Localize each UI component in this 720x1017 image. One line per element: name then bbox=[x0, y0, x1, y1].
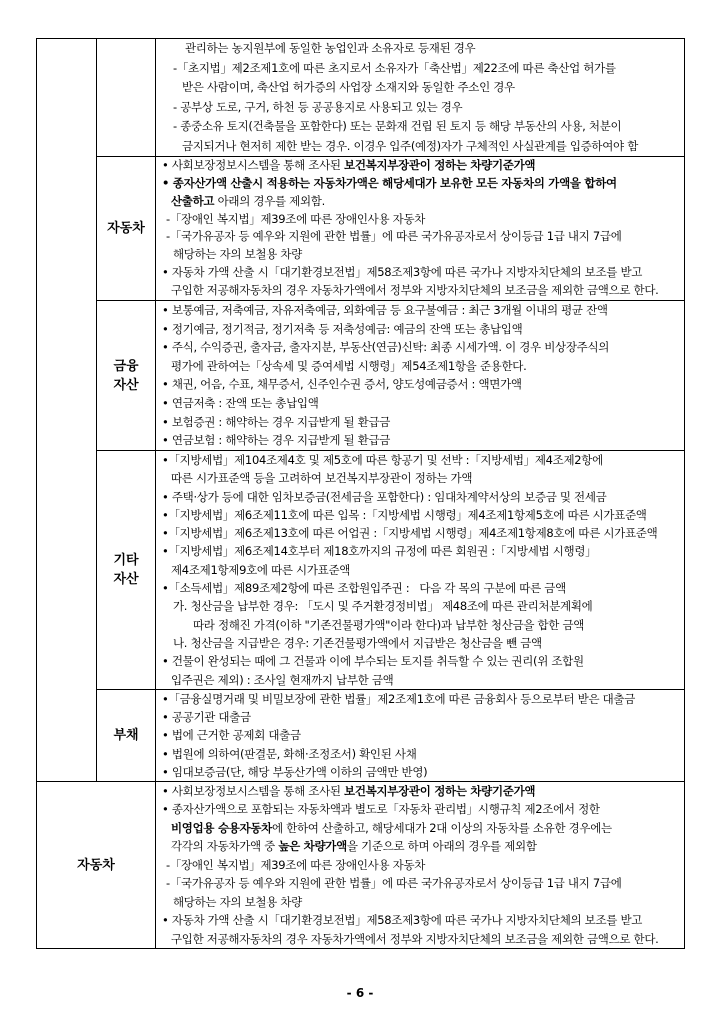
line-text: 평가에 관하여는「상속세 및 증여세법 시행령」제54조제1항을 준용한다. bbox=[171, 358, 527, 373]
line-text: • 주택·상가 등에 대한 임차보증금(전세금을 포함한다) : 임대차계약서상의 보증금 및 전세금 bbox=[162, 489, 607, 504]
liabilities-cell bbox=[156, 690, 683, 781]
line-text-bold: • 종자산가액 산출시 적용하는 자동차가액은 해당세대가 보유한 모든 자동차의 가액을 합하여 bbox=[162, 175, 617, 190]
text-line bbox=[156, 800, 683, 818]
text-line bbox=[156, 137, 683, 157]
text-line bbox=[156, 856, 683, 874]
line-text: • 정기예금, 정기적금, 정기저축 등 저축성예금: 예금의 잔액 또는 총납입액 bbox=[162, 321, 523, 336]
text-line bbox=[156, 264, 683, 282]
text-line bbox=[156, 542, 683, 560]
line-text: • 사회보장정보시스템을 통해 조사된 bbox=[162, 784, 345, 798]
text-line bbox=[156, 708, 683, 726]
text-line bbox=[156, 488, 683, 506]
other-assets-cell bbox=[156, 451, 683, 689]
text-line bbox=[156, 375, 683, 394]
row-label-text: 금융 bbox=[113, 358, 139, 374]
line-text: 따라 정해진 가격(이하 "기존건물평가액"이라 한다)과 납부한 청산금을 합한 금액 bbox=[193, 617, 585, 632]
line-text: • 종자산가액으로 포함되는 자동차액과 별도로「자동차 관리법」시행규칙 제2조에서 정한 bbox=[162, 802, 600, 817]
line-text: • 주식, 수익증권, 출자금, 출자지분, 부동산(연금)신탁: 최종 시세가액. 이 경우 비상장주식의 bbox=[162, 340, 610, 355]
page-number: - 6 - bbox=[346, 986, 374, 1000]
line-text-bold: 높은 차량가액 bbox=[278, 839, 347, 854]
text-line bbox=[156, 837, 683, 855]
text-line bbox=[156, 469, 683, 487]
text-line bbox=[156, 338, 683, 357]
text-line bbox=[156, 357, 683, 376]
row-label-text: 기타 bbox=[113, 553, 139, 568]
text-line bbox=[156, 782, 683, 800]
text-line bbox=[156, 911, 683, 929]
text-line bbox=[156, 524, 683, 542]
line-text: -「장애인 복지법」제39조에 따른 장애인사용 자동차 bbox=[166, 857, 426, 872]
line-text: 받은 사람이며, 축산업 허가증의 사업장 소재지와 동일한 주소인 경우 bbox=[182, 80, 515, 94]
line-text-bold: 보건복지부장관이 정하는 차량기준가액 bbox=[344, 158, 536, 172]
text-line bbox=[156, 616, 683, 634]
line-text: -「국가유공자 등 예우와 지원에 관한 법률」에 따른 국가유공자로서 상이등급 1급 내지 7급에 bbox=[166, 229, 622, 244]
text-line bbox=[156, 246, 683, 264]
line-text: • 건물이 완성되는 때에 그 건물과 이에 부수되는 토지를 취득할 수 있는 권리(위 조합원 bbox=[162, 654, 584, 669]
row-label-text: 자동차 bbox=[107, 221, 145, 236]
text-line bbox=[156, 211, 683, 229]
text-line bbox=[156, 579, 683, 597]
table-border-bottom bbox=[36, 948, 685, 949]
text-line bbox=[156, 763, 683, 781]
line-text: • 자동차 가액 산출 시「대기환경보전법」제58조제3항에 따른 국가나 지방자치단체의 보조를 받고 bbox=[162, 913, 643, 928]
line-text: •「지방세법」제6조제14호부터 제18호까지의 규정에 따른 회원권 :「지방세법 시행령」 bbox=[162, 544, 597, 559]
text-line bbox=[156, 320, 683, 339]
line-text: 관리하는 농지원부에 동일한 농업인과 소유자로 등재된 경우 bbox=[185, 41, 476, 55]
line-text: •「지방세법」제104조제4호 및 제5호에 따른 항공기 및 선박 :「지방세법」제4조제2항에 bbox=[162, 453, 603, 467]
text-line bbox=[156, 819, 683, 837]
line-text: 구입한 저공해자동차의 경우 자동차가액에서 정부와 지방자치단체의 보조금을 제외한 금액으로 한다. bbox=[171, 283, 659, 298]
line-text: •「금융실명거래 및 비밀보장에 관한 법률」제2조제1호에 따른 금융회사 등으로부터 받은 대출금 bbox=[162, 692, 636, 706]
line-text: - 공부상 도로, 구거, 하천 등 공공용지로 사용되고 있는 경우 bbox=[173, 99, 463, 114]
text-line bbox=[156, 413, 683, 432]
text-line bbox=[156, 451, 683, 469]
row-label-financial-assets bbox=[97, 301, 155, 450]
row-label-text: 자산 bbox=[113, 572, 139, 587]
text-line bbox=[156, 634, 683, 652]
land-exception-cell bbox=[156, 39, 683, 156]
text-line bbox=[156, 175, 683, 193]
line-text: • 보통예금, 저축예금, 자유저축예금, 외화예금 등 요구불예금 : 최근 3개월 이내의 평균 잔액 bbox=[162, 303, 608, 317]
line-text: • 사회보장정보시스템을 통해 조사된 bbox=[162, 158, 345, 172]
row-label-vehicle bbox=[97, 157, 155, 300]
text-line bbox=[156, 690, 683, 708]
line-text: • 법에 근거한 공제회 대출금 bbox=[162, 728, 301, 743]
line-text-bold: 비영업용 승용자동차 bbox=[171, 820, 272, 835]
text-line bbox=[156, 726, 683, 744]
line-text: - 종중소유 토지(건축물을 포함한다) 또는 문화재 건립 된 토지 등 해당 부동산의 사용, 처분이 bbox=[173, 119, 622, 133]
line-text: 아래의 경우를 제외함. bbox=[214, 193, 325, 208]
line-text: 나. 청산금을 지급받은 경우: 기존건물평가액에서 지급받은 청산금을 뺀 금액 bbox=[173, 635, 542, 650]
line-text: •「지방세법」제6조제13호에 따른 어업권 :「지방세법 시행령」제4조제1항제8호에 따른 시가표준액 bbox=[162, 526, 658, 541]
line-text: 해당하는 자의 보철용 차량 bbox=[173, 894, 302, 909]
line-text: 구입한 저공해자동차의 경우 자동차가액에서 정부와 지방자치단체의 보조금을 제외한 금액으로 한다. bbox=[171, 931, 659, 946]
text-line bbox=[156, 228, 683, 246]
line-text: 을 기준으로 하며 아래의 경우를 제외함 bbox=[346, 839, 537, 854]
financial-assets-cell bbox=[156, 301, 683, 450]
table-border-right bbox=[684, 38, 685, 948]
line-text: • 임대보증금(단, 해당 부동산가액 이하의 금액만 반영) bbox=[162, 764, 428, 779]
line-text-bold: 산출하고 bbox=[171, 193, 215, 208]
text-line bbox=[156, 671, 683, 689]
line-text: 따른 시가표준액 등을 고려하여 보건복지부장관이 정하는 가액 bbox=[171, 471, 473, 486]
line-text-bold: 보건복지부장관이 정하는 차량기준가액 bbox=[344, 784, 536, 798]
text-line bbox=[156, 930, 683, 948]
row-label-text: 자산 bbox=[113, 377, 139, 393]
vehicle-category-cell bbox=[156, 782, 683, 948]
line-text: 제4조제1항제9호에 따른 시가표준액 bbox=[171, 562, 351, 577]
text-line bbox=[156, 745, 683, 763]
line-text: 각각의 자동차가액 중 bbox=[171, 839, 279, 854]
line-text: • 채권, 어음, 수표, 채무증서, 신주인수권 증서, 양도성예금증서 : 액면가액 bbox=[162, 377, 522, 392]
text-line bbox=[156, 874, 683, 892]
text-line bbox=[156, 652, 683, 670]
text-line bbox=[156, 193, 683, 211]
text-line bbox=[156, 117, 683, 137]
line-text: •「소득세법」제89조제2항에 따른 조합원입주권 : 다음 각 목의 구분에 따른 금액 bbox=[162, 581, 566, 596]
text-line bbox=[156, 561, 683, 579]
row-label-liabilities bbox=[97, 690, 155, 781]
line-text: • 자동차 가액 산출 시「대기환경보전법」제58조제3항에 따른 국가나 지방자치단체의 보조를 받고 bbox=[162, 265, 643, 280]
line-text: • 공공기관 대출금 bbox=[162, 710, 251, 725]
text-line bbox=[156, 431, 683, 450]
line-text: • 보험증권 : 해약하는 경우 지급받게 될 환급금 bbox=[162, 414, 391, 429]
line-text: • 연금저축 : 잔액 또는 총납입액 bbox=[162, 396, 319, 411]
line-text: • 법원에 의하여(판결문, 화해·조정조서) 확인된 사채 bbox=[162, 746, 417, 761]
text-line bbox=[156, 78, 683, 98]
line-text: •「지방세법」제6조제11호에 따른 입목 :「지방세법 시행령」제4조제1항제5호에 따른 시가표준액 bbox=[162, 507, 647, 522]
line-text: -「장애인 복지법」제39조에 따른 장애인사용 자동차 bbox=[166, 211, 426, 226]
text-line bbox=[156, 282, 683, 300]
line-text: 입주권은 제외) : 조사일 현재까지 납부한 금액 bbox=[171, 672, 394, 687]
row-label-other-assets bbox=[97, 451, 155, 689]
vehicle-cell bbox=[156, 157, 683, 300]
line-text: -「국가유공자 등 예우와 지원에 관한 법률」에 따른 국가유공자로서 상이등급 1급 내지 7급에 bbox=[166, 876, 622, 891]
line-text: 해당하는 자의 보철용 차량 bbox=[173, 247, 302, 262]
text-line bbox=[156, 506, 683, 524]
line-text: -「초지법」제2조제1호에 따른 초지로서 소유자가「축산법」제22조에 따른 축산업 허가를 bbox=[173, 60, 616, 75]
text-line bbox=[156, 59, 683, 79]
line-text: 가. 청산금을 납부한 경우: 「도시 및 주거환경정비법」 제48조에 따른 관리처분계획에 bbox=[173, 599, 593, 614]
text-line bbox=[156, 98, 683, 118]
category-label-text: 자동차 bbox=[77, 857, 115, 873]
text-line bbox=[156, 157, 683, 175]
line-text: • 연금보험 : 해약하는 경우 지급받게 될 환급금 bbox=[162, 433, 391, 448]
text-line bbox=[156, 39, 683, 59]
text-line bbox=[156, 394, 683, 413]
text-line bbox=[156, 301, 683, 320]
text-line bbox=[156, 893, 683, 911]
category-label-vehicle bbox=[37, 782, 155, 948]
row-label-text: 부채 bbox=[113, 728, 139, 743]
line-text: 금지되거나 현저히 제한 받는 경우. 이경우 입주(예정)자가 구체적인 사실관계를 입증하여야 함 bbox=[182, 138, 639, 153]
text-line bbox=[156, 597, 683, 615]
line-text: 에 한하여 산출하고, 해당세대가 2대 이상의 자동차를 소유한 경우에는 bbox=[271, 820, 612, 835]
